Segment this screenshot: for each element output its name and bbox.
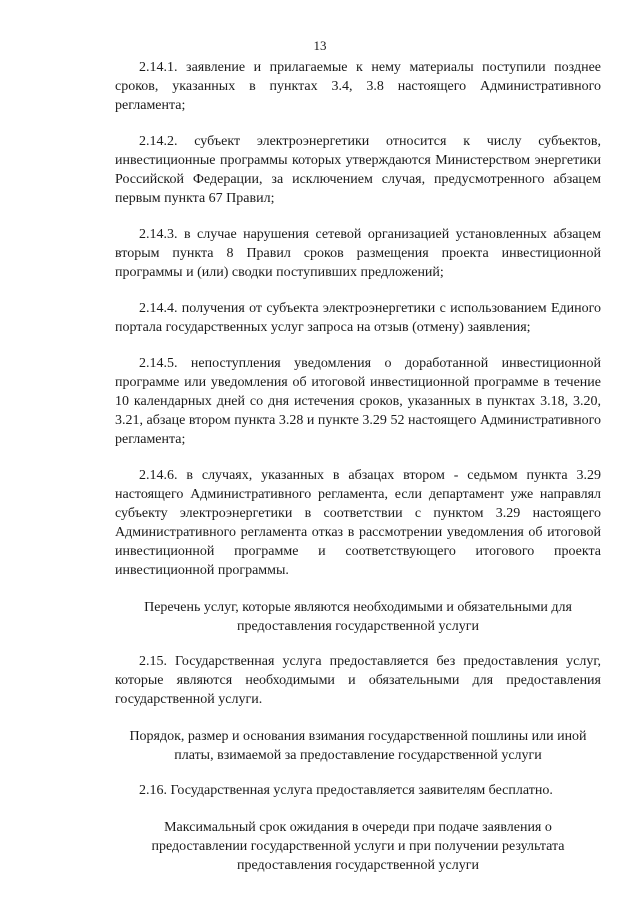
clause-2-14-4: 2.14.4. получения от субъекта электроэнергетики с использованием Единого портала государственных услуг запроса на отзыв (отмену) заявления; <box>115 301 601 335</box>
section-heading-fee: Порядок, размер и основания взимания государственной пошлины или иной платы, взимаемой за предоставление государственной услуги <box>129 729 587 763</box>
clause-2-16: 2.16. Государственная услуга предоставляется заявителям бесплатно. <box>139 783 553 798</box>
clause-2-15: 2.15. Государственная услуга предоставляется без предоставления услуг, которые являются необходимыми и обязательными для предоставления государственной услуги. <box>115 654 601 707</box>
clause-2-14-6: 2.14.6. в случаях, указанных в абзацах втором - седьмом пункта 3.29 настоящего Административного регламента, если департамент уже направлял субъекту электроэнергетики в соответствии с пунктом 3.29 настоящего Административного регламента отказ в рассмотрении уведомления об итоговой инвестиционной программе и соответствующего итогового проекта инвестиционной программы. <box>115 468 601 578</box>
clause-2-14-5: 2.14.5. непоступления уведомления о доработанной инвестиционной программе или уведомления об итоговой инвестиционной программе в течение 10 календарных дней со дня истечения сроков, указанных в пунктах 3.18, 3.20, 3.21, абзаце втором пункта 3.28 и пункте 3.29 52 настоящего Административного регламента; <box>115 356 601 447</box>
clause-2-14-2: 2.14.2. субъект электроэнергетики относится к числу субъектов, инвестиционные программы которых утверждаются Министерством энергетики Российской Федерации, за исключением случая, предусмотренного абзацем первым пункта 67 Правил; <box>115 134 601 206</box>
document-body <box>115 58 601 891</box>
clause-2-14-3: 2.14.3. в случае нарушения сетевой организацией установленных абзацем вторым пункта 8 Правил сроков размещения проекта инвестиционной программы и (или) сводки поступивших предложений; <box>115 227 601 280</box>
page-number: 13 <box>313 38 327 53</box>
clause-2-14-1: 2.14.1. заявление и прилагаемые к нему материалы поступили позднее сроков, указанных в пунктах 3.4, 3.8 настоящего Административного регламента; <box>115 60 601 113</box>
section-heading-required-services: Перечень услуг, которые являются необходимыми и обязательными для предоставления государственной услуги <box>144 600 572 634</box>
section-heading-waiting-time: Максимальный срок ожидания в очереди при подаче заявления о предоставлении государственной услуги и при получении результата предоставления государственной услуги <box>151 820 565 873</box>
